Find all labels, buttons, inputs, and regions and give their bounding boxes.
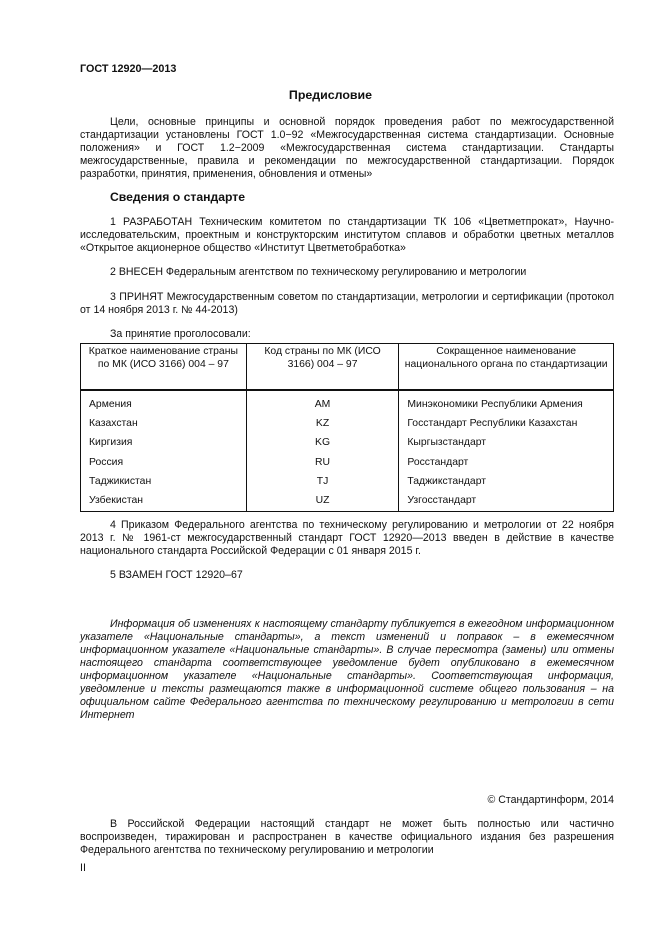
table-row	[81, 491, 614, 511]
info-item-5-text: 5 ВЗАМЕН ГОСТ 12920–67	[110, 569, 243, 581]
cell-body: Минэкономики Республики Армения	[399, 390, 614, 414]
info-item-4-text: 4 Приказом Федерального агентства по техническому регулированию и метрологии от 22 ноября 2013 г. № 1961-ст межгосударственный стандарт ГОСТ 12920—2013 введен в действие в качестве национального стандарта Российской Федерации с 01 января 2015 г.	[80, 519, 614, 557]
info-item-4	[80, 519, 614, 558]
cell-country: Армения	[81, 390, 247, 414]
info-item-1	[80, 216, 614, 255]
info-heading: Сведения о стандарте	[110, 190, 246, 204]
reproduction-restriction	[80, 818, 614, 857]
cell-body: Таджикстандарт	[399, 472, 614, 491]
preface-title: Предисловие	[288, 88, 373, 102]
info-item-2	[80, 266, 614, 279]
changes-notice	[80, 618, 614, 722]
reproduction-restriction-text: В Российской Федерации настоящий стандарт не может быть полностью или частично воспроизведен, тиражирован и распространен в качестве официального издания без разрешения Федерального агентства по техническому регулированию и метрологии	[80, 818, 614, 856]
cell-body: Госстандарт Республики Казахстан	[399, 414, 614, 433]
cell-code: AM	[246, 390, 399, 414]
votes-label	[80, 328, 614, 341]
table-row	[81, 414, 614, 433]
cell-code: UZ	[246, 491, 399, 511]
cell-code: TJ	[246, 472, 399, 491]
cell-code: RU	[246, 453, 399, 472]
table-header-row	[81, 344, 614, 391]
cell-country: Таджикистан	[81, 472, 247, 491]
document-code: ГОСТ 12920—2013	[80, 63, 177, 75]
cell-body: Узгосстандарт	[399, 491, 614, 511]
info-item-5	[80, 569, 614, 582]
column-header-code: Код страны по МК (ИСО 3166) 004 – 97	[246, 344, 399, 391]
column-header-body: Сокращенное наименование национального органа по стандартизации	[399, 344, 614, 391]
cell-body: Росстандарт	[399, 453, 614, 472]
votes-label-text: За принятие проголосовали:	[110, 328, 251, 340]
column-header-country: Краткое наименование страны по МК (ИСО 3166) 004 – 97	[81, 344, 247, 391]
table-row	[81, 472, 614, 491]
page-number: II	[80, 862, 86, 874]
preface-paragraph	[80, 116, 614, 181]
info-item-3	[80, 291, 614, 317]
cell-country: Киргизия	[81, 434, 247, 453]
cell-body: Кыргызстандарт	[399, 434, 614, 453]
cell-country: Казахстан	[81, 414, 247, 433]
info-item-2-text: 2 ВНЕСЕН Федеральным агентством по техническому регулированию и метрологии	[110, 266, 527, 278]
cell-code: KZ	[246, 414, 399, 433]
copyright: © Стандартинформ, 2014	[487, 794, 614, 806]
table-row	[81, 453, 614, 472]
cell-code: KG	[246, 434, 399, 453]
table-row	[81, 434, 614, 453]
info-item-1-text: 1 РАЗРАБОТАН Техническим комитетом по стандартизации ТК 106 «Цветметпрокат», Научно-исследовательским, проектным и конструкторским институтом сплавов и обработки цветных металлов «Открытое акционерное общество «Институт Цветметобработка»	[80, 216, 614, 254]
cell-country: Россия	[81, 453, 247, 472]
cell-country: Узбекистан	[81, 491, 247, 511]
table-row	[81, 390, 614, 414]
info-item-3-text: 3 ПРИНЯТ Межгосударственным советом по стандартизации, метрологии и сертификации (протокол от 14 ноября 2013 г. № 44-2013)	[80, 291, 614, 316]
changes-notice-text: Информация об изменениях к настоящему стандарту публикуется в ежегодном информационном указателе «Национальные стандарты», а текст изменений и поправок – в ежемесячном информационном указателе «Национальные стандарты». В случае пересмотра (замены) или отмены настоящего стандарта соответствующее уведомление будет опубликовано в ежемесячном информационном указателе «Национальные стандарты». Соответствующая информация, уведомление и тексты размещаются также в информационной системе общего пользования – на официальном сайте Федерального агентства по техническому регулированию и метрологии в сети Интернет	[80, 618, 614, 721]
votes-table	[80, 343, 614, 512]
preface-text: Цели, основные принципы и основной порядок проведения работ по межгосударственной стандартизации установлены ГОСТ 1.0−92 «Межгосударственная система стандартизации. Основные положения» и ГОСТ 1.2−2009 «Межгосударственная система стандартизации. Стандарты межгосударственные, правила и рекомендации по межгосударственной стандартизации. Порядок разработки, принятия, применения, обновления и отмены»	[80, 116, 614, 180]
